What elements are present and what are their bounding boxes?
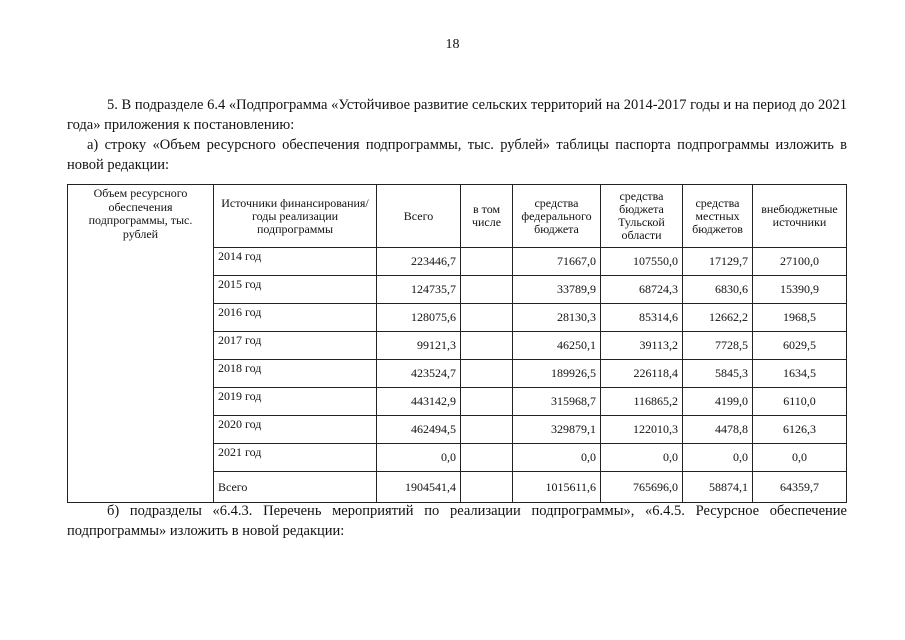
table-cell-year: 2021 год: [214, 444, 377, 472]
table-header-row: [68, 185, 847, 248]
table-cell-incl: [461, 360, 513, 388]
header-cell: Всего: [377, 185, 461, 248]
table-cell-year: 2014 год: [214, 248, 377, 276]
table-cell-local: 58874,1: [683, 472, 753, 503]
table-cell-incl: [461, 248, 513, 276]
table-cell-extra: 6126,3: [753, 416, 847, 444]
table-cell-federal: 315968,7: [513, 388, 601, 416]
table-cell-regional: 85314,6: [601, 304, 683, 332]
table-cell-federal: 46250,1: [513, 332, 601, 360]
table-cell-federal: 71667,0: [513, 248, 601, 276]
table-cell-local: 0,0: [683, 444, 753, 472]
table-cell-local: 4478,8: [683, 416, 753, 444]
table-cell-total: 223446,7: [377, 248, 461, 276]
table-cell-extra: 6029,5: [753, 332, 847, 360]
table-cell-incl: [461, 276, 513, 304]
table-cell-year: 2018 год: [214, 360, 377, 388]
table-cell-extra: 0,0: [753, 444, 847, 472]
paragraph-item-a: а) строку «Объем ресурсного обеспечения подпрограммы, тыс. рублей» таблицы паспорта подпрограммы изложить в новой редакции:: [67, 137, 847, 173]
table-cell-incl: [461, 304, 513, 332]
page-number: 18: [445, 37, 460, 52]
table-cell-incl: [461, 444, 513, 472]
table-cell-local: 12662,2: [683, 304, 753, 332]
table-cell-federal: 33789,9: [513, 276, 601, 304]
header-cell: средства федерального бюджета: [513, 185, 601, 248]
table-cell-year: 2017 год: [214, 332, 377, 360]
table-cell-year: 2020 год: [214, 416, 377, 444]
table-cell-federal: 329879,1: [513, 416, 601, 444]
table-cell-extra: 64359,7: [753, 472, 847, 503]
row-label-cell: Объем ресурсного обеспечения подпрограммы, тыс. рублей: [68, 185, 214, 503]
table-cell-incl: [461, 472, 513, 503]
table-cell-total: 128075,6: [377, 304, 461, 332]
table-cell-local: 7728,5: [683, 332, 753, 360]
paragraph-item-b: б) подразделы «6.4.3. Перечень мероприятий по реализации подпрограммы», «6.4.5. Ресурсное обеспечение подпрограммы» изложить в новой редакции:: [67, 503, 847, 539]
table-cell-year: 2016 год: [214, 304, 377, 332]
header-cell: Источники финансирования/ годы реализации подпрограммы: [214, 185, 377, 248]
table-cell-total: 124735,7: [377, 276, 461, 304]
table-cell-total: 443142,9: [377, 388, 461, 416]
table-cell-extra: 6110,0: [753, 388, 847, 416]
table-cell-total: 462494,5: [377, 416, 461, 444]
table-cell-year: Всего: [214, 472, 377, 503]
table-cell-regional: 116865,2: [601, 388, 683, 416]
table-cell-federal: 1015611,6: [513, 472, 601, 503]
table-cell-total: 1904541,4: [377, 472, 461, 503]
table-cell-local: 5845,3: [683, 360, 753, 388]
table-cell-federal: 189926,5: [513, 360, 601, 388]
table-cell-federal: 0,0: [513, 444, 601, 472]
table-cell-regional: 39113,2: [601, 332, 683, 360]
table-cell-extra: 15390,9: [753, 276, 847, 304]
table-cell-year: 2015 год: [214, 276, 377, 304]
table-cell-incl: [461, 332, 513, 360]
table-cell-regional: 0,0: [601, 444, 683, 472]
table-cell-local: 4199,0: [683, 388, 753, 416]
table-cell-extra: 27100,0: [753, 248, 847, 276]
table-cell-regional: 765696,0: [601, 472, 683, 503]
header-cell: внебюджетные источники: [753, 185, 847, 248]
table-cell-federal: 28130,3: [513, 304, 601, 332]
table-cell-regional: 122010,3: [601, 416, 683, 444]
header-cell: средства бюджета Тульской области: [601, 185, 683, 248]
table-cell-incl: [461, 416, 513, 444]
table-cell-regional: 107550,0: [601, 248, 683, 276]
table-cell-extra: 1634,5: [753, 360, 847, 388]
table-cell-regional: 226118,4: [601, 360, 683, 388]
table-cell-local: 17129,7: [683, 248, 753, 276]
paragraph-intro: 5. В подразделе 6.4 «Подпрограмма «Устойчивое развитие сельских территорий на 2014-2017 годы и на период до 2021 года» приложения к постановлению:: [67, 97, 847, 133]
resource-table: [67, 184, 847, 503]
table-cell-incl: [461, 388, 513, 416]
table-cell-regional: 68724,3: [601, 276, 683, 304]
table-cell-total: 0,0: [377, 444, 461, 472]
table-cell-year: 2019 год: [214, 388, 377, 416]
table-cell-total: 423524,7: [377, 360, 461, 388]
table-cell-total: 99121,3: [377, 332, 461, 360]
table-cell-extra: 1968,5: [753, 304, 847, 332]
header-cell: средства местных бюджетов: [683, 185, 753, 248]
header-cell: в том числе: [461, 185, 513, 248]
table-cell-local: 6830,6: [683, 276, 753, 304]
